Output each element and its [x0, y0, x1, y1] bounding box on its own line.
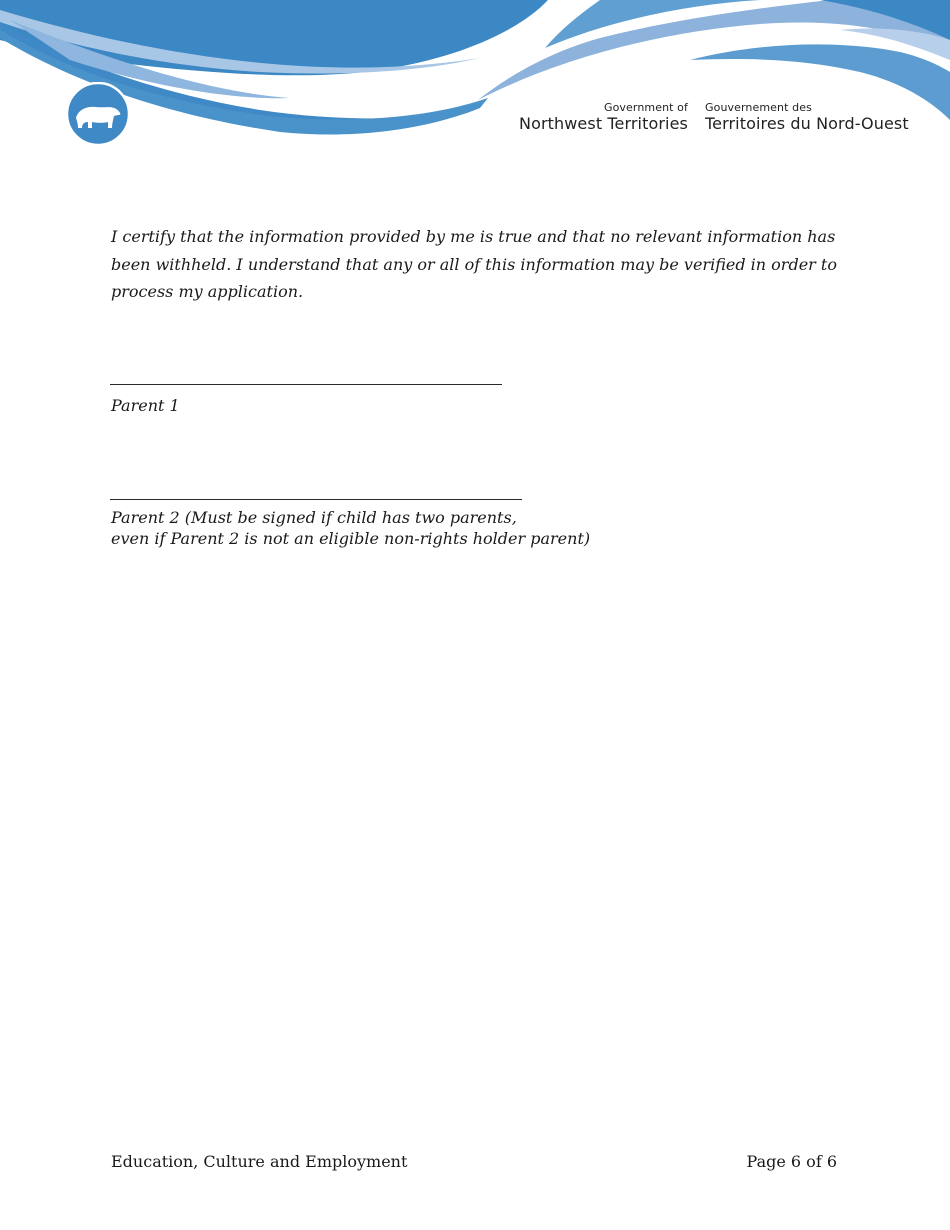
gov-fr-small: Gouvernement des: [705, 101, 812, 114]
certification-statement: I certify that the information provided by me is true and that no relevant information has been withheld. I understand that any or all of this information may be verified in order to process my application.: [111, 227, 837, 301]
footer-department: Education, Culture and Employment: [111, 1152, 408, 1171]
polar-bear-icon: [66, 82, 130, 146]
footer-page-number: Page 6 of 6: [746, 1152, 837, 1171]
parent1-signature-line[interactable]: [110, 384, 502, 385]
gov-en-large: Northwest Territories: [519, 114, 688, 133]
gov-en-small: Government of: [603, 101, 688, 114]
parent2-label-line2: even if Parent 2 is not an eligible non-rights holder parent): [111, 529, 591, 548]
parent2-signature-line[interactable]: [110, 499, 522, 500]
parent1-signature-label: Parent 1: [111, 396, 180, 415]
parent2-label-line1: Parent 2 (Must be signed if child has two parents,: [111, 508, 517, 527]
gov-fr-large: Territoires du Nord-Ouest: [705, 114, 909, 133]
polar-bear-logo: [66, 82, 130, 146]
parent2-signature-label: [111, 507, 590, 549]
gov-en-wordmark: [519, 101, 688, 134]
gov-fr-wordmark: [705, 101, 909, 134]
